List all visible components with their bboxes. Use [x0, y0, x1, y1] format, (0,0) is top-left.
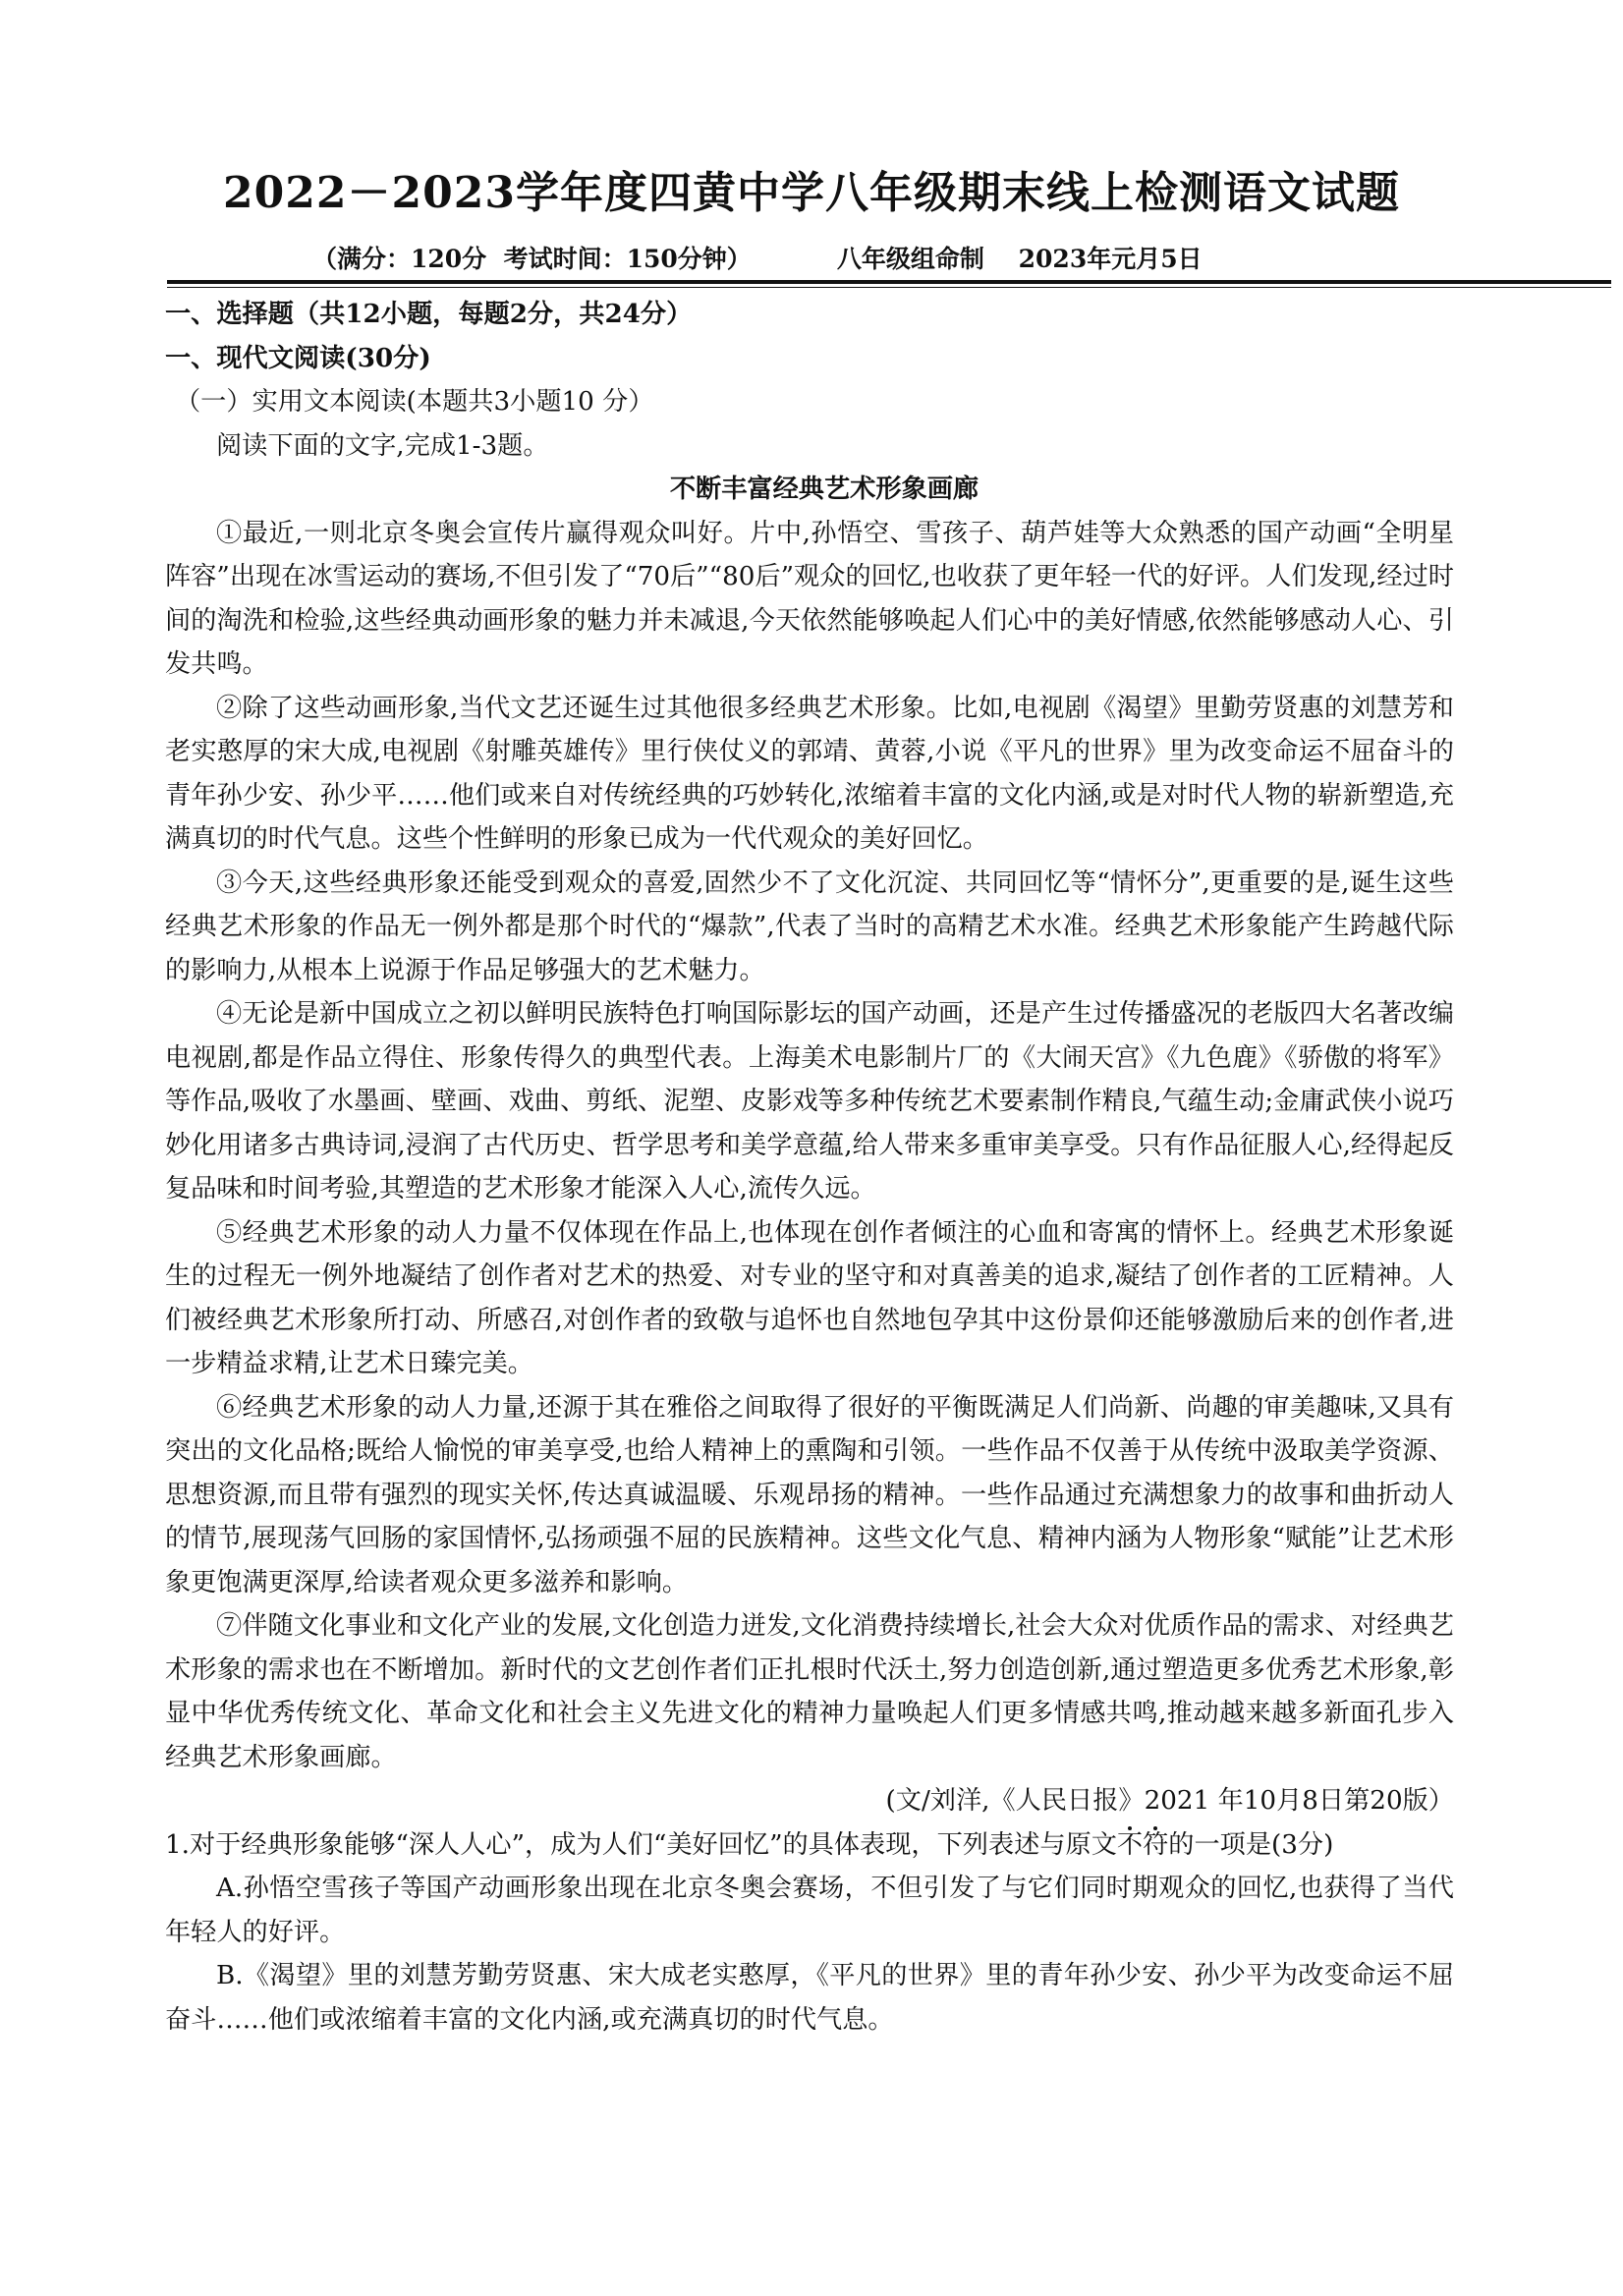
section-reading-heading: 一、现代文阅读(30分): [165, 342, 431, 373]
section-choice-heading: 一、选择题（共12小题，每题2分，共24分）: [165, 299, 693, 329]
header-rule-thin: [167, 287, 1611, 288]
subsection-heading: （一）实用文本阅读(本题共3小题10 分）: [175, 387, 654, 417]
question-1-stem-start: 1.对于经典形象能够“深人人心”，成为人们“美好回忆”的具体表现，下列表述与原文: [165, 1829, 1117, 1860]
emphasis-char-2: 符: [1143, 1829, 1169, 1860]
exam-title: 2022－2023学年度四黄中学八年级期末线上检测语文试题: [223, 168, 1400, 218]
question-1-stem-end: 的一项是(3分): [1168, 1829, 1334, 1860]
exam-content: [165, 293, 1454, 2042]
question-1-option-a: A.孙悟空雪孩子等国产动画形象出现在北京冬奥会赛场，不但引发了与它们同时期观众的回忆,也获得了当代年轻人的好评。: [165, 1874, 1454, 1947]
emphasis-char-1: 不: [1116, 1829, 1144, 1860]
article-title: 不断丰富经典艺术形象画廊: [669, 474, 979, 504]
exam-meta: （满分：120分 考试时间：150分钟） 八年级组命制 2023年元月5日: [312, 245, 1203, 273]
article-source: (文/刘洋,《人民日报》2021 年10月8日第20版）: [885, 1786, 1454, 1816]
question-1-option-b: B.《渴望》里的刘慧芳勤劳贤惠、宋大成老实憨厚，《平凡的世界》里的青年孙少安、孙少平为改变命运不屈奋斗……他们或浓缩着丰富的文化内涵,或充满真切的时代气息。: [165, 1961, 1454, 2035]
article-paragraph-5: ⑤经典艺术形象的动人力量不仅体现在作品上,也体现在创作者倾注的心血和寄寓的情怀上。经典艺术形象诞生的过程无一例外地凝结了创作者对艺术的热爱、对专业的坚守和对真善美的追求,凝结了创作者的工匠精神。人们被经典艺术形象所打动、所感召,对创作者的致敬与追怀也自然地包孕其中这份景仰还能够激励后来的创作者,进一步精益求精,让艺术日臻完美。: [165, 1217, 1454, 1378]
article-paragraph-4: ④无论是新中国成立之初以鲜明民族特色打响国际影坛的国产动画，还是产生过传播盛况的老版四大名著改编电视剧,都是作品立得住、形象传得久的典型代表。上海美术电影制片厂的《大闹天宫》《九色鹿》《骄傲的将军》等作品,吸收了水墨画、壁画、戏曲、剪纸、泥塑、皮影戏等多种传统艺术要素制作精良,气蕴生动;金庸武侠小说巧妙化用诸多古典诗词,浸润了古代历史、哲学思考和美学意蕴,给人带来多重审美享受。只有作品征服人心,经得起反复品味和时间考验,其塑造的艺术形象才能深入人心,流传久远。: [165, 999, 1454, 1204]
article-paragraph-2: ②除了这些动画形象,当代文艺还诞生过其他很多经典艺术形象。比如,电视剧《渴望》里勤劳贤惠的刘慧芳和老实憨厚的宋大成,电视剧《射雕英雄传》里行侠仗义的郭靖、黄蓉,小说《平凡的世界》里为改变命运不屈奋斗的青年孙少安、孙少平……他们或来自对传统经典的巧妙转化,浓缩着丰富的文化内涵,或是对时代人物的崭新塑造,充满真切的时代气息。这些个性鲜明的形象已成为一代代观众的美好回忆。: [165, 693, 1454, 854]
question-1-stem: [165, 1823, 1454, 1868]
article-paragraph-1: ①最近,一则北京冬奥会宣传片赢得观众叫好。片中,孙悟空、雪孩子、葫芦娃等大众熟悉的国产动画“全明星阵容”出现在冰雪运动的赛场,不但引发了“70后”“80后”观众的回忆,也收获了更年轻一代的好评。人们发现,经过时间的淘洗和检验,这些经典动画形象的魅力并未减退,今天依然能够唤起人们心中的美好情感,依然能够感动人心、引发共鸣。: [165, 518, 1454, 679]
reading-instruction: 阅读下面的文字,完成1-3题。: [216, 430, 549, 461]
article-paragraph-3: ③今天,这些经典形象还能受到观众的喜爱,固然少不了文化沉淀、共同回忆等“情怀分”,更重要的是,诞生这些经典艺术形象的作品无一例外都是那个时代的“爆款”,代表了当时的高精艺术水准。经典艺术形象能产生跨越代际的影响力,从根本上说源于作品足够强大的艺术魅力。: [165, 868, 1454, 985]
article-paragraph-6: ⑥经典艺术形象的动人力量,还源于其在雅俗之间取得了很好的平衡既满足人们尚新、尚趣的审美趣味,又具有突出的文化品格;既给人愉悦的审美享受,也给人精神上的熏陶和引领。一些作品不仅善于从传统中汲取美学资源、思想资源,而且带有强烈的现实关怀,传达真诚温暖、乐观昂扬的精神。一些作品通过充满想象力的故事和曲折动人的情节,展现荡气回肠的家国情怀,弘扬顽强不屈的民族精神。这些文化气息、精神内涵为人物形象“赋能”让艺术形象更饱满更深厚,给读者观众更多滋养和影响。: [165, 1392, 1454, 1597]
article-paragraph-7: ⑦伴随文化事业和文化产业的发展,文化创造力迸发,文化消费持续增长,社会大众对优质作品的需求、对经典艺术形象的需求也在不断增加。新时代的文艺创作者们正扎根时代沃土,努力创造创新,通过塑造更多优秀艺术形象,彰显中华优秀传统文化、革命文化和社会主义先进文化的精神力量唤起人们更多情感共鸣,推动越来越多新面孔步入经典艺术形象画廊。: [165, 1611, 1454, 1772]
header-rule-thick: [167, 280, 1611, 284]
